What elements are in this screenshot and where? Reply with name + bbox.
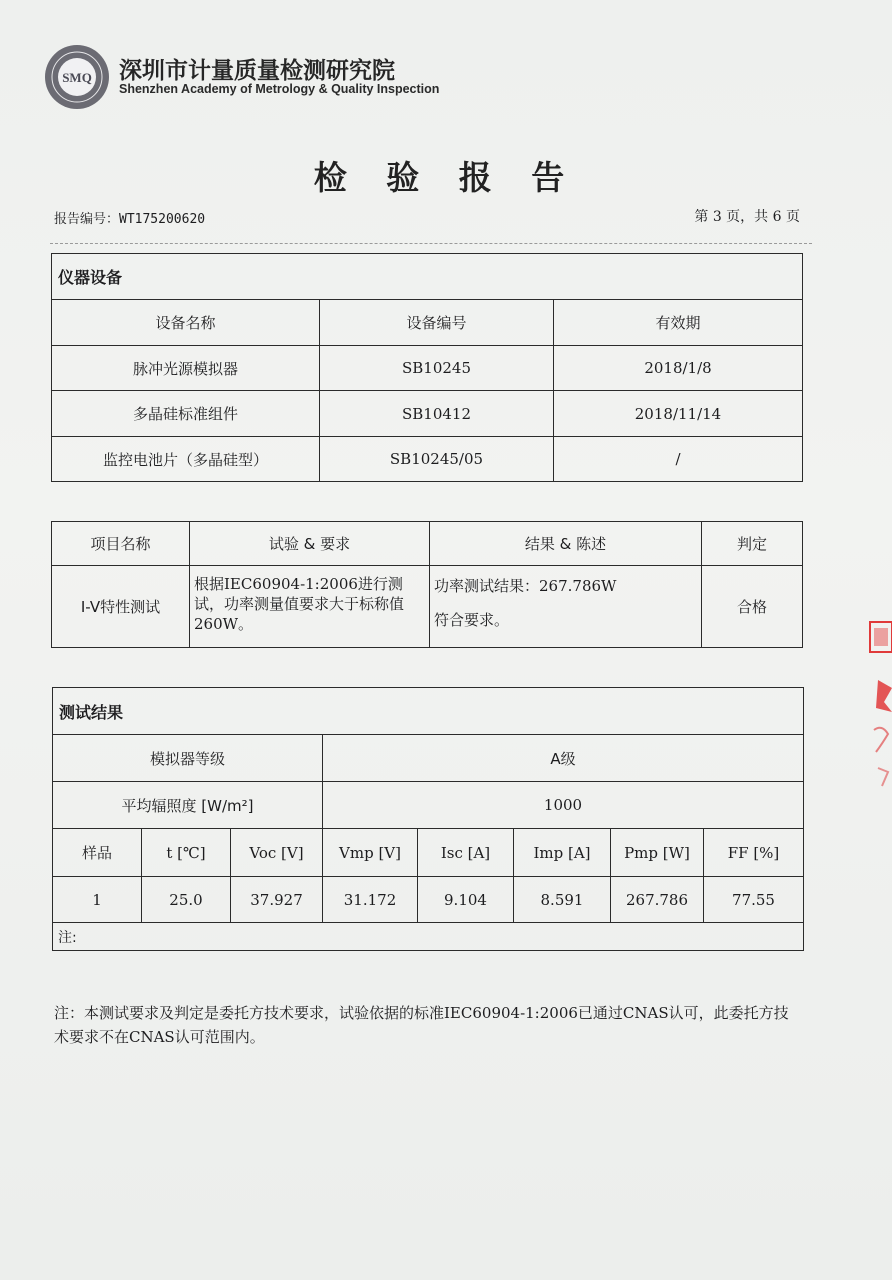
results-section-title: 测试结果 [53, 688, 804, 735]
test-item-table [51, 521, 803, 648]
equipment-header-id: 设备编号 [320, 300, 554, 346]
results-cell: 1 [53, 877, 142, 923]
results-cell: 267.786 [611, 877, 704, 923]
equipment-section-title: 仪器设备 [52, 254, 803, 300]
results-header-isc: Isc [A] [418, 829, 514, 877]
test-header-item: 项目名称 [52, 522, 190, 566]
smq-logo-seal [44, 44, 110, 110]
test-item-name: I-V特性测试 [52, 566, 190, 648]
equipment-cell: / [554, 437, 803, 482]
test-header-verdict: 判定 [702, 522, 803, 566]
test-result-line2: 符合要求。 [434, 611, 510, 629]
results-header-imp: Imp [A] [514, 829, 611, 877]
red-stamp-fragment [864, 620, 892, 800]
equipment-table [51, 253, 803, 482]
results-cell: 77.55 [704, 877, 804, 923]
page-info: 第 3 页，共 6 页 [694, 209, 800, 225]
equipment-cell: 2018/1/8 [554, 346, 803, 391]
results-header-ff: FF [%] [704, 829, 804, 877]
equipment-cell: 2018/11/14 [554, 391, 803, 437]
equipment-header-name: 设备名称 [52, 300, 320, 346]
results-header-vmp: Vmp [V] [323, 829, 418, 877]
report-number: 报告编号：WT175200620 [54, 212, 206, 227]
equipment-cell: SB10245/05 [320, 437, 554, 482]
results-table [52, 687, 804, 951]
results-cell: 9.104 [418, 877, 514, 923]
equipment-cell: 脉冲光源模拟器 [52, 346, 320, 391]
results-cell: 25.0 [142, 877, 231, 923]
results-cell: 37.927 [231, 877, 323, 923]
simulator-grade-label: 模拟器等级 [53, 735, 323, 782]
equipment-header-validity: 有效期 [554, 300, 803, 346]
results-cell: 31.172 [323, 877, 418, 923]
results-header-sample: 样品 [53, 829, 142, 877]
results-cell: 8.591 [514, 877, 611, 923]
results-note-label: 注: [53, 923, 804, 951]
document-title: 检 验 报 告 [313, 158, 579, 197]
results-header-temp: t [℃] [142, 829, 231, 877]
simulator-grade-value: A级 [323, 735, 804, 782]
test-header-requirement: 试验 & 要求 [190, 522, 430, 566]
table-row [52, 346, 803, 391]
footer-note: 注：本测试要求及判定是委托方技术要求，试验依据的标准IEC60904-1:2006已通过CNAS认可，此委托方技术要求不在CNAS认可范围内。 [54, 1004, 789, 1046]
irradiance-value: 1000 [323, 782, 804, 829]
equipment-cell: SB10412 [320, 391, 554, 437]
results-header-pmp: Pmp [W] [611, 829, 704, 877]
table-row [52, 437, 803, 482]
irradiance-label: 平均辐照度 [W/m²] [53, 782, 323, 829]
equipment-cell: 监控电池片（多晶硅型） [52, 437, 320, 482]
table-row [52, 566, 803, 648]
equipment-cell: 多晶硅标准组件 [52, 391, 320, 437]
org-name-en: Shenzhen Academy of Metrology & Quality Inspection [119, 82, 440, 96]
test-requirement: 根据IEC60904-1:2006进行测试，功率测量值要求大于标称值260W。 [190, 566, 430, 648]
test-result-line1: 功率测试结果：267.786W [434, 577, 617, 595]
org-name-cn: 深圳市计量质量检测研究院 [119, 58, 395, 84]
table-row [53, 877, 804, 923]
table-row [52, 391, 803, 437]
header-divider [50, 243, 812, 244]
logo-text: SMQ [62, 70, 92, 85]
test-result [430, 566, 702, 648]
test-header-result: 结果 & 陈述 [430, 522, 702, 566]
equipment-cell: SB10245 [320, 346, 554, 391]
results-header-voc: Voc [V] [231, 829, 323, 877]
test-verdict: 合格 [702, 566, 803, 648]
